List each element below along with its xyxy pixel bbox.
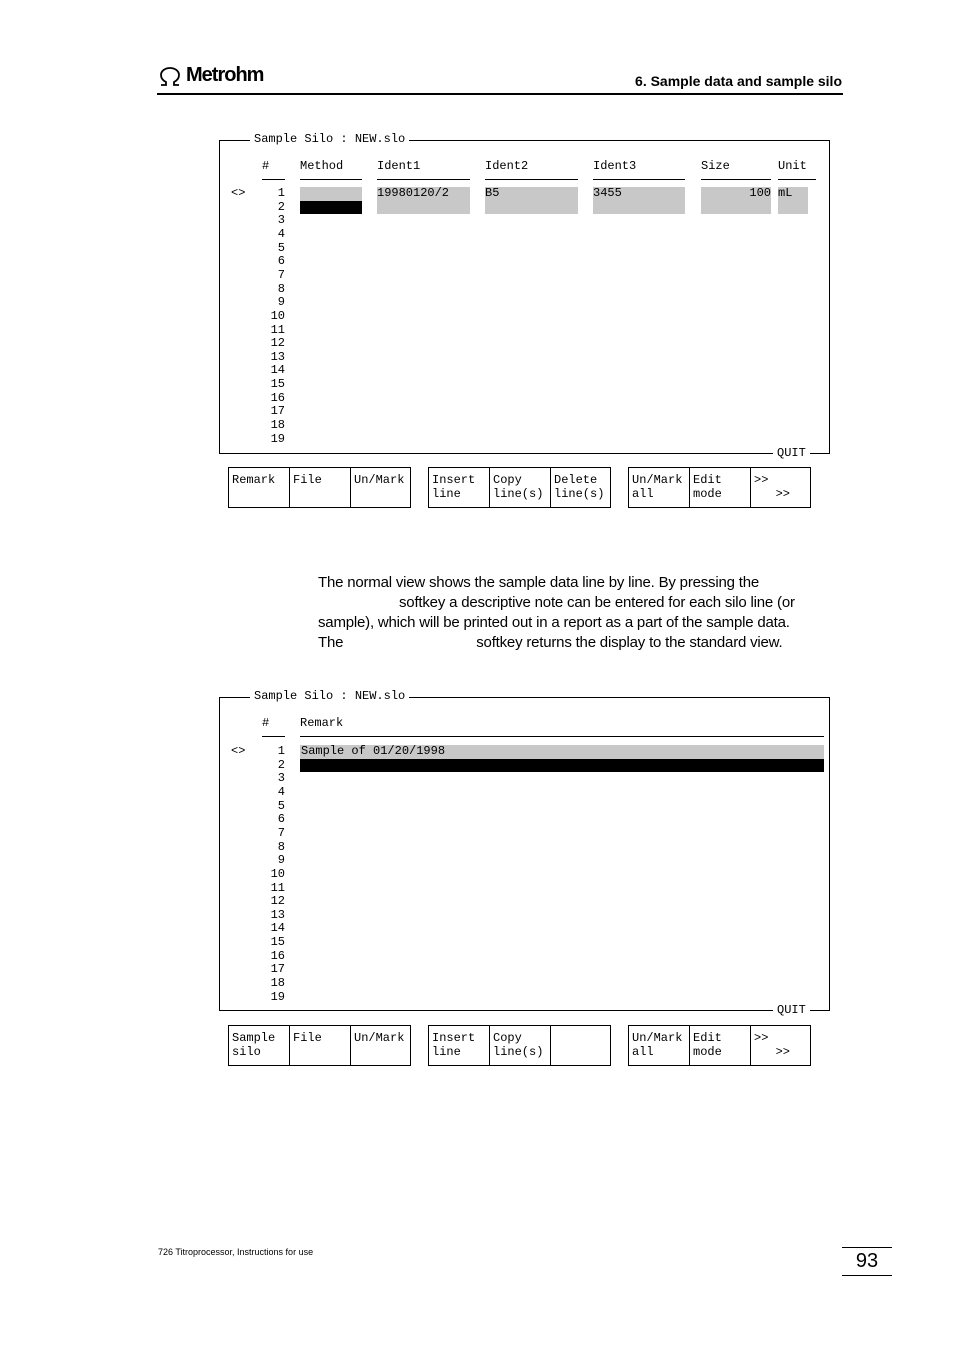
row-number: 1: [277, 186, 285, 200]
softkey-label-line1: Un/Mark: [632, 1031, 683, 1045]
softkey[interactable]: [228, 1025, 289, 1066]
row-number: 18: [270, 976, 285, 991]
row-number: 13: [270, 907, 285, 922]
row-number: 6: [277, 254, 285, 269]
softkey-label-line1: Remark: [232, 473, 276, 487]
body-paragraph: [318, 573, 828, 653]
paragraph-line: softkey returns the display to the standard view.: [476, 634, 783, 651]
softkey-group-top: [228, 467, 411, 468]
softkey-label-line2: mode: [693, 1045, 722, 1059]
softkey[interactable]: [550, 467, 611, 508]
softkey[interactable]: [689, 1025, 750, 1066]
row-number: 9: [277, 853, 285, 868]
softkey[interactable]: [750, 1025, 811, 1066]
softkey-label-line2: line(s): [493, 1045, 544, 1059]
header-underline: [300, 179, 362, 180]
row-number: 8: [277, 839, 285, 854]
row-number: 3: [277, 771, 285, 786]
softkey-label-line2: line(s): [493, 487, 544, 501]
row-number: 3: [277, 213, 285, 228]
softkey[interactable]: [428, 1025, 489, 1066]
col-size: Size: [701, 159, 730, 173]
softkey-label-line2: mode: [693, 487, 722, 501]
unit-value: mL: [778, 186, 793, 200]
softkey-label-line2: silo: [232, 1045, 261, 1059]
softkey-label-line2: line: [432, 1045, 461, 1059]
softkey-label-line1: Delete: [554, 473, 598, 487]
softkey-group-top: [428, 467, 611, 468]
header-underline: [701, 179, 771, 180]
softkey[interactable]: [289, 1025, 350, 1066]
col-unit: Unit: [778, 159, 807, 173]
ident2-value: B5: [485, 186, 500, 200]
softkey[interactable]: [750, 467, 811, 508]
col-ident3: Ident3: [593, 159, 637, 173]
softkey-label-line1: Un/Mark: [354, 473, 405, 487]
softkey-group-top: [628, 1025, 811, 1026]
row-number: 14: [270, 363, 285, 378]
page-number-rule: [842, 1275, 892, 1276]
col-number: #: [262, 159, 270, 173]
ident1-value: 19980120/2: [377, 186, 450, 200]
softkey-group-top: [628, 467, 811, 468]
softkey[interactable]: [489, 467, 550, 508]
softkey-label-line1: Insert: [432, 1031, 476, 1045]
paragraph-line: The: [318, 634, 344, 651]
chapter-title: 6. Sample data and sample silo: [635, 73, 842, 89]
row-number: 8: [277, 281, 285, 296]
softkey-label-line1: Edit: [693, 1031, 722, 1045]
screen-title: Sample Silo : NEW.slo: [250, 690, 409, 703]
row-number: 7: [277, 825, 285, 840]
row-number: 16: [270, 948, 285, 963]
col-number: #: [262, 716, 270, 730]
softkey-label-line1: Edit: [693, 473, 722, 487]
row-number: 12: [270, 894, 285, 909]
row-number: 17: [270, 404, 285, 419]
softkey-label-line2: [290, 1045, 350, 1046]
softkey-label-line1: >>: [754, 1031, 769, 1045]
row-number: 2: [277, 199, 285, 214]
softkey-label-line1: Copy: [493, 473, 522, 487]
softkey-label-line2: [351, 1045, 410, 1046]
size-value: 100: [749, 186, 771, 200]
row-number: 4: [277, 226, 285, 241]
header-underline: [262, 736, 285, 737]
row-number: 5: [277, 798, 285, 813]
row-number: 12: [270, 336, 285, 351]
row-number: 14: [270, 921, 285, 936]
softkey-label-line1: File: [293, 473, 322, 487]
page-number-rule: [842, 1247, 892, 1248]
softkey-label-line2: all: [632, 487, 654, 501]
softkey-label-line1: Un/Mark: [632, 473, 683, 487]
softkey[interactable]: [628, 467, 689, 508]
row-number: 17: [270, 962, 285, 977]
row-number: 9: [277, 295, 285, 310]
softkey-group-top: [428, 1025, 611, 1026]
header-underline: [262, 179, 285, 180]
header-underline: [377, 179, 470, 180]
row-number: 11: [270, 322, 285, 337]
softkey-label-line2: >>: [754, 487, 791, 501]
row-number: 6: [277, 812, 285, 827]
softkey-label-line1: Un/Mark: [354, 1031, 405, 1045]
footer-doc-title: 726 Titroprocessor, Instructions for use: [158, 1247, 314, 1257]
header-underline: [778, 179, 816, 180]
row-number: 15: [270, 935, 285, 950]
row-number: 13: [270, 349, 285, 364]
header-underline: [300, 736, 824, 737]
quit-label[interactable]: QUIT: [773, 447, 810, 460]
cursor-highlight: [300, 201, 362, 214]
softkey-label-line2: line: [432, 487, 461, 501]
col-remark: Remark: [300, 716, 344, 730]
softkey[interactable]: [428, 467, 489, 508]
softkey-label-line1: [551, 1025, 610, 1032]
header-underline: [593, 179, 685, 180]
softkey[interactable]: [350, 1025, 411, 1066]
quit-label[interactable]: QUIT: [773, 1004, 810, 1017]
header-underline: [485, 179, 578, 180]
row-number: 10: [270, 866, 285, 881]
paragraph-line: sample), which will be printed out in a report as a part of the sample data.: [318, 614, 790, 631]
softkey-label-line2: [229, 487, 289, 488]
row-number: 11: [270, 880, 285, 895]
cursor-highlight: [300, 759, 824, 772]
softkey[interactable]: [289, 467, 350, 508]
softkey[interactable]: [689, 467, 750, 508]
softkey-label-line1: Insert: [432, 473, 476, 487]
softkey-label-line2: [290, 487, 350, 488]
softkey-label-line2: [351, 487, 410, 488]
softkey[interactable]: [489, 1025, 550, 1066]
softkey-group-top: [228, 1025, 411, 1026]
row-number: 15: [270, 377, 285, 392]
metrohm-omega-icon: [158, 67, 182, 87]
screen-title: Sample Silo : NEW.slo: [250, 133, 409, 146]
row-number: 18: [270, 418, 285, 433]
ident3-value: 3455: [593, 186, 622, 200]
softkey-label-line1: Copy: [493, 1031, 522, 1045]
header-rule: [157, 93, 843, 95]
row-number: 5: [277, 240, 285, 255]
row-number: 1: [277, 744, 285, 758]
row-cursor-marker: <>: [231, 744, 246, 758]
softkey[interactable]: [228, 467, 289, 508]
row-number: 16: [270, 390, 285, 405]
remark-value: Sample of 01/20/1998: [301, 744, 446, 758]
row-number: 10: [270, 308, 285, 323]
row-cursor-marker: <>: [231, 186, 246, 200]
row-number: 7: [277, 267, 285, 282]
col-method: Method: [300, 159, 344, 173]
softkey-label-line2: >>: [754, 1045, 791, 1059]
paragraph-line: The normal view shows the sample data line by line. By pressing the: [318, 574, 759, 591]
col-ident1: Ident1: [377, 159, 421, 173]
softkey-label-line2: line(s): [554, 487, 605, 501]
row-number: 2: [277, 757, 285, 772]
softkey-label-line2: all: [632, 1045, 654, 1059]
softkey-label-line2: [551, 1032, 610, 1033]
softkey-label-line1: File: [293, 1031, 322, 1045]
row-number: 4: [277, 784, 285, 799]
row-number: 19: [270, 431, 285, 446]
softkey-label-line1: Sample: [232, 1031, 276, 1045]
softkey[interactable]: [550, 1025, 611, 1066]
method-field[interactable]: [300, 187, 362, 201]
softkey[interactable]: [350, 467, 411, 508]
metrohm-logo-text: Metrohm: [186, 64, 264, 86]
page-number: 93: [855, 1250, 879, 1272]
row-number: 19: [270, 989, 285, 1004]
softkey[interactable]: [628, 1025, 689, 1066]
col-ident2: Ident2: [485, 159, 529, 173]
softkey-label-line1: >>: [754, 473, 769, 487]
paragraph-line: softkey a descriptive note can be entered for each silo line (or: [399, 594, 795, 611]
